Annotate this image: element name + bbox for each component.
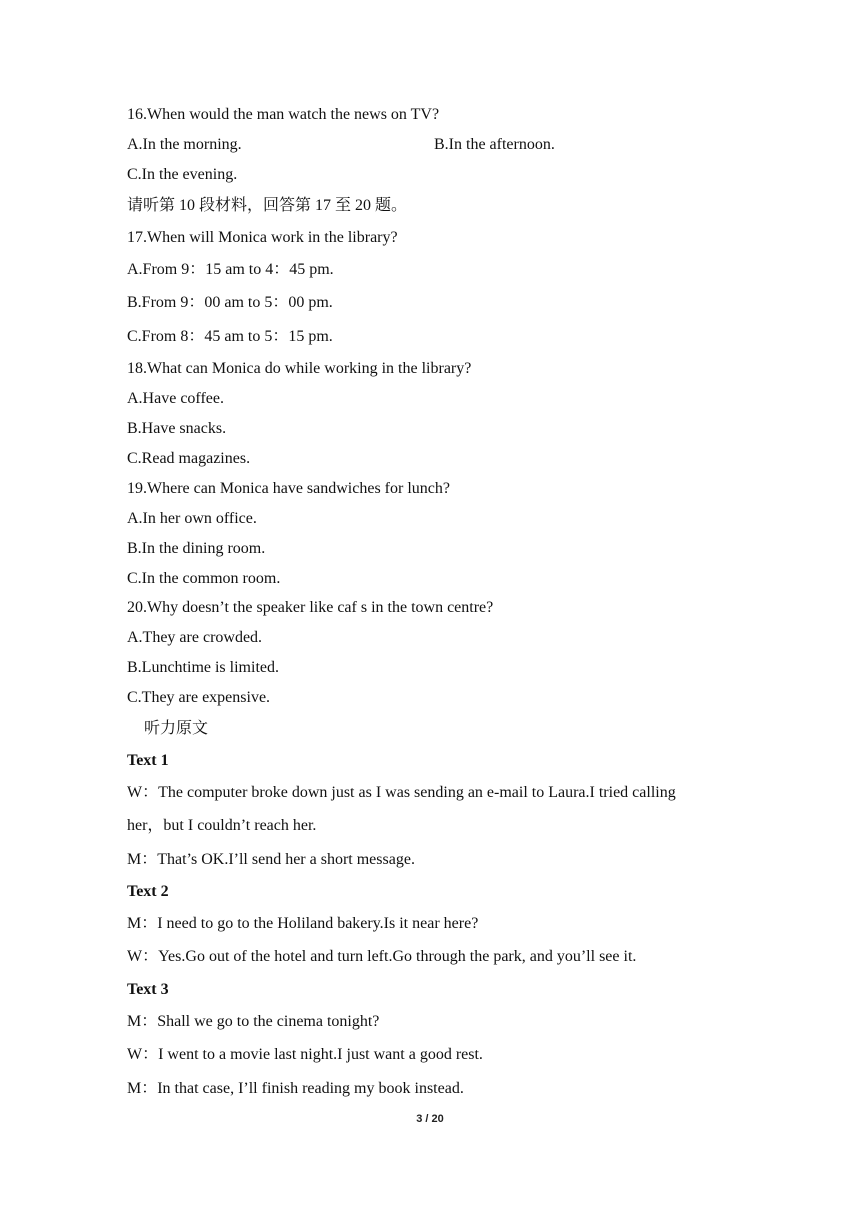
- q19-option-a: A.In her own office.: [127, 510, 257, 527]
- text-3-line-2: W：I went to a movie last night.I just want a good rest.: [127, 1046, 483, 1063]
- q19-option-b: B.In the dining room.: [127, 540, 266, 557]
- q20-option-c: C.They are expensive.: [127, 689, 271, 706]
- text-2-line-2: W：Yes.Go out of the hotel and turn left.Go through the park, and you’ll see it.: [127, 948, 637, 965]
- section-instruction: 请听第 10 段材料，回答第 17 至 20 题。: [127, 197, 408, 214]
- q16-option-b: B.In the afternoon.: [434, 136, 555, 153]
- q18-option-c: C.Read magazines.: [127, 450, 251, 467]
- text-1-line-1: W：The computer broke down just as I was sending an e-mail to Laura.I tried calling: [127, 784, 676, 801]
- question-20: 20.Why doesn’t the speaker like caf s in the town centre?: [127, 599, 494, 616]
- q17-option-b: B.From 9：00 am to 5：00 pm.: [127, 294, 333, 311]
- question-17: 17.When will Monica work in the library?: [127, 229, 398, 246]
- transcript-heading: 听力原文: [144, 720, 209, 737]
- q18-option-b: B.Have snacks.: [127, 420, 227, 437]
- text-2-line-1: M：I need to go to the Holiland bakery.Is it near here?: [127, 915, 479, 932]
- q16-option-a: A.In the morning.: [127, 136, 242, 153]
- text-1-line-1-cont: her，but I couldn’t reach her.: [127, 817, 317, 834]
- q18-option-a: A.Have coffee.: [127, 390, 224, 407]
- question-18: 18.What can Monica do while working in the library?: [127, 360, 472, 377]
- q17-option-c: C.From 8：45 am to 5：15 pm.: [127, 328, 333, 345]
- text-1-line-2: M：That’s OK.I’ll send her a short message.: [127, 851, 415, 868]
- text-3-line-3: M：In that case, I’ll finish reading my book instead.: [127, 1080, 464, 1097]
- q16-option-c: C.In the evening.: [127, 166, 238, 183]
- question-19: 19.Where can Monica have sandwiches for lunch?: [127, 480, 450, 497]
- question-16: 16.When would the man watch the news on TV?: [127, 106, 440, 123]
- text-3-line-1: M：Shall we go to the cinema tonight?: [127, 1013, 380, 1030]
- q19-option-c: C.In the common room.: [127, 570, 281, 587]
- q17-option-a: A.From 9：15 am to 4：45 pm.: [127, 261, 334, 278]
- text-3-title: Text 3: [127, 981, 169, 998]
- q20-option-b: B.Lunchtime is limited.: [127, 659, 279, 676]
- text-2-title: Text 2: [127, 883, 169, 900]
- page-number: 3 / 20: [416, 1113, 444, 1125]
- q20-option-a: A.They are crowded.: [127, 629, 263, 646]
- text-1-title: Text 1: [127, 752, 169, 769]
